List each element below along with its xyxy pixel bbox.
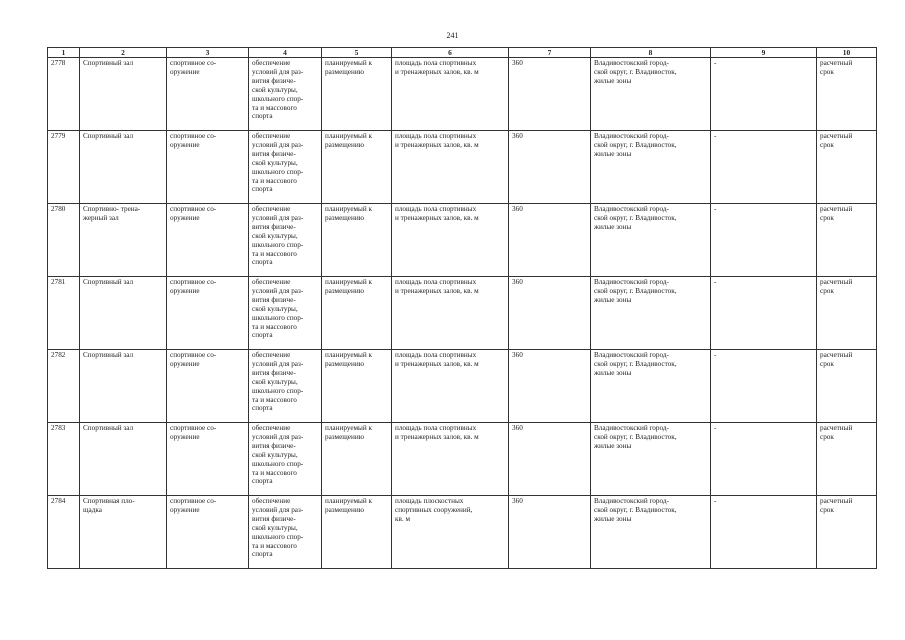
cell-text: площадь пола спортивных и тренажерных залов, кв. м [395, 278, 479, 295]
cell-text: 360 [512, 351, 523, 359]
cell-text: Владивостокский город- ской округ, г. Владивосток, жилые зоны [594, 59, 677, 85]
facilities-table [47, 47, 877, 569]
cell-text: обеспечение условий для раз- вития физиче- ской культуры, школьного спор- та и массового спорта [252, 59, 304, 121]
cell-text: площадь пола спортивных и тренажерных залов, кв. м [395, 132, 479, 149]
cell-text: Владивостокский город- ской округ, г. Владивосток, жилые зоны [594, 132, 677, 158]
object-name [80, 350, 167, 423]
characteristic-value [509, 277, 591, 350]
object-location [591, 496, 711, 569]
implementation-term [817, 350, 877, 423]
object-name [80, 58, 167, 131]
implementation-term [817, 496, 877, 569]
column-header-5: 5 [322, 48, 392, 58]
table-row [48, 423, 877, 496]
implementation-term [817, 204, 877, 277]
cell-text: Спортивный зал [83, 278, 134, 286]
object-status [322, 277, 392, 350]
cell-text: площадь пола спортивных и тренажерных залов, кв. м [395, 205, 479, 222]
cell-text: Спортивный зал [83, 351, 134, 359]
object-type [167, 423, 249, 496]
column-9-value [711, 131, 817, 204]
table-row [48, 277, 877, 350]
object-location [591, 58, 711, 131]
cell-text: - [714, 497, 717, 505]
cell-text: планируемый к размещению [325, 205, 373, 222]
table-row [48, 58, 877, 131]
characteristic-name [392, 58, 509, 131]
object-status [322, 131, 392, 204]
column-9-value [711, 277, 817, 350]
cell-text: - [714, 59, 717, 67]
characteristic-value [509, 350, 591, 423]
cell-text: спортивное со- оружение [170, 278, 217, 295]
characteristic-name [392, 423, 509, 496]
cell-text: Владивостокский город- ской округ, г. Владивосток, жилые зоны [594, 424, 677, 450]
cell-text: 360 [512, 278, 523, 286]
characteristic-value [509, 423, 591, 496]
characteristic-name [392, 277, 509, 350]
cell-text: планируемый к размещению [325, 497, 373, 514]
characteristic-name [392, 204, 509, 277]
object-type [167, 131, 249, 204]
cell-text: - [714, 205, 717, 213]
cell-text: Спортивная пло- щадка [83, 497, 135, 514]
column-header-6: 6 [392, 48, 509, 58]
object-status [322, 350, 392, 423]
row-number [48, 423, 80, 496]
cell-text: спортивное со- оружение [170, 424, 217, 441]
cell-text: - [714, 424, 717, 432]
cell-text: расчетный срок [820, 278, 853, 295]
row-number [48, 131, 80, 204]
cell-text: Спортивно- трена- жерный зал [83, 205, 141, 222]
cell-text: обеспечение условий для раз- вития физиче- ской культуры, школьного спор- та и массового спорта [252, 278, 304, 340]
column-header-8: 8 [591, 48, 711, 58]
cell-text: расчетный срок [820, 59, 853, 76]
cell-text: обеспечение условий для раз- вития физиче- ской культуры, школьного спор- та и массового спорта [252, 351, 304, 413]
implementation-term [817, 58, 877, 131]
column-header-9: 9 [711, 48, 817, 58]
object-name [80, 277, 167, 350]
object-purpose [249, 58, 322, 131]
object-type [167, 58, 249, 131]
cell-text: планируемый к размещению [325, 59, 373, 76]
column-9-value [711, 204, 817, 277]
cell-text: Спортивный зал [83, 132, 134, 140]
cell-text: - [714, 278, 717, 286]
implementation-term [817, 423, 877, 496]
table-row [48, 204, 877, 277]
cell-text: спортивное со- оружение [170, 497, 217, 514]
object-status [322, 423, 392, 496]
characteristic-name [392, 131, 509, 204]
cell-text: планируемый к размещению [325, 132, 373, 149]
cell-text: 2778 [51, 59, 66, 67]
cell-text: площадь пола спортивных и тренажерных залов, кв. м [395, 424, 479, 441]
column-9-value [711, 350, 817, 423]
cell-text: спортивное со- оружение [170, 59, 217, 76]
object-purpose [249, 350, 322, 423]
cell-text: 2782 [51, 351, 66, 359]
cell-text: планируемый к размещению [325, 278, 373, 295]
table-row [48, 131, 877, 204]
column-header-10: 10 [817, 48, 877, 58]
header-row [48, 48, 877, 58]
characteristic-value [509, 131, 591, 204]
table-row [48, 496, 877, 569]
cell-text: 2779 [51, 132, 66, 140]
object-purpose [249, 496, 322, 569]
cell-text: 360 [512, 497, 523, 505]
cell-text: Спортивный зал [83, 59, 134, 67]
column-header-1: 1 [48, 48, 80, 58]
row-number [48, 277, 80, 350]
row-number [48, 496, 80, 569]
implementation-term [817, 277, 877, 350]
column-header-7: 7 [509, 48, 591, 58]
cell-text: 2780 [51, 205, 66, 213]
column-header-2: 2 [80, 48, 167, 58]
object-status [322, 204, 392, 277]
cell-text: 2783 [51, 424, 66, 432]
cell-text: 360 [512, 205, 523, 213]
cell-text: площадь плоскостных спортивных сооружений, кв. м [395, 497, 473, 523]
column-header-3: 3 [167, 48, 249, 58]
object-name [80, 131, 167, 204]
cell-text: расчетный срок [820, 132, 853, 149]
cell-text: планируемый к размещению [325, 351, 373, 368]
column-9-value [711, 423, 817, 496]
cell-text: обеспечение условий для раз- вития физиче- ской культуры, школьного спор- та и массового спорта [252, 497, 304, 559]
cell-text: расчетный срок [820, 351, 853, 368]
cell-text: 360 [512, 132, 523, 140]
column-9-value [711, 58, 817, 131]
characteristic-name [392, 496, 509, 569]
object-purpose [249, 204, 322, 277]
table-body [48, 58, 877, 569]
table-row [48, 350, 877, 423]
cell-text: 360 [512, 424, 523, 432]
column-9-value [711, 496, 817, 569]
cell-text: спортивное со- оружение [170, 205, 217, 222]
cell-text: - [714, 351, 717, 359]
object-location [591, 204, 711, 277]
cell-text: 2781 [51, 278, 66, 286]
object-status [322, 496, 392, 569]
page-number: 241 [446, 31, 459, 40]
column-header-4: 4 [249, 48, 322, 58]
object-name [80, 423, 167, 496]
characteristic-value [509, 58, 591, 131]
row-number [48, 204, 80, 277]
object-name [80, 204, 167, 277]
row-number [48, 58, 80, 131]
object-purpose [249, 131, 322, 204]
cell-text: обеспечение условий для раз- вития физиче- ской культуры, школьного спор- та и массового спорта [252, 205, 304, 267]
cell-text: Спортивный зал [83, 424, 134, 432]
cell-text: Владивостокский город- ской округ, г. Владивосток, жилые зоны [594, 351, 677, 377]
cell-text: спортивное со- оружение [170, 351, 217, 368]
object-location [591, 350, 711, 423]
object-type [167, 496, 249, 569]
object-status [322, 58, 392, 131]
cell-text: расчетный срок [820, 424, 853, 441]
object-purpose [249, 277, 322, 350]
object-type [167, 350, 249, 423]
cell-text: 360 [512, 59, 523, 67]
object-location [591, 277, 711, 350]
cell-text: Владивостокский город- ской округ, г. Владивосток, жилые зоны [594, 205, 677, 231]
object-location [591, 131, 711, 204]
object-purpose [249, 423, 322, 496]
cell-text: обеспечение условий для раз- вития физиче- ской культуры, школьного спор- та и массового спорта [252, 132, 304, 194]
cell-text: спортивное со- оружение [170, 132, 217, 149]
cell-text: Владивостокский город- ской округ, г. Владивосток, жилые зоны [594, 497, 677, 523]
object-type [167, 204, 249, 277]
cell-text: - [714, 132, 717, 140]
cell-text: Владивостокский город- ской округ, г. Владивосток, жилые зоны [594, 278, 677, 304]
implementation-term [817, 131, 877, 204]
cell-text: расчетный срок [820, 205, 853, 222]
object-name [80, 496, 167, 569]
characteristic-value [509, 204, 591, 277]
cell-text: расчетный срок [820, 497, 853, 514]
cell-text: обеспечение условий для раз- вития физиче- ской культуры, школьного спор- та и массового спорта [252, 424, 304, 486]
cell-text: планируемый к размещению [325, 424, 373, 441]
object-location [591, 423, 711, 496]
object-type [167, 277, 249, 350]
cell-text: 2784 [51, 497, 66, 505]
characteristic-value [509, 496, 591, 569]
characteristic-name [392, 350, 509, 423]
row-number [48, 350, 80, 423]
cell-text: площадь пола спортивных и тренажерных залов, кв. м [395, 351, 479, 368]
cell-text: площадь пола спортивных и тренажерных залов, кв. м [395, 59, 479, 76]
